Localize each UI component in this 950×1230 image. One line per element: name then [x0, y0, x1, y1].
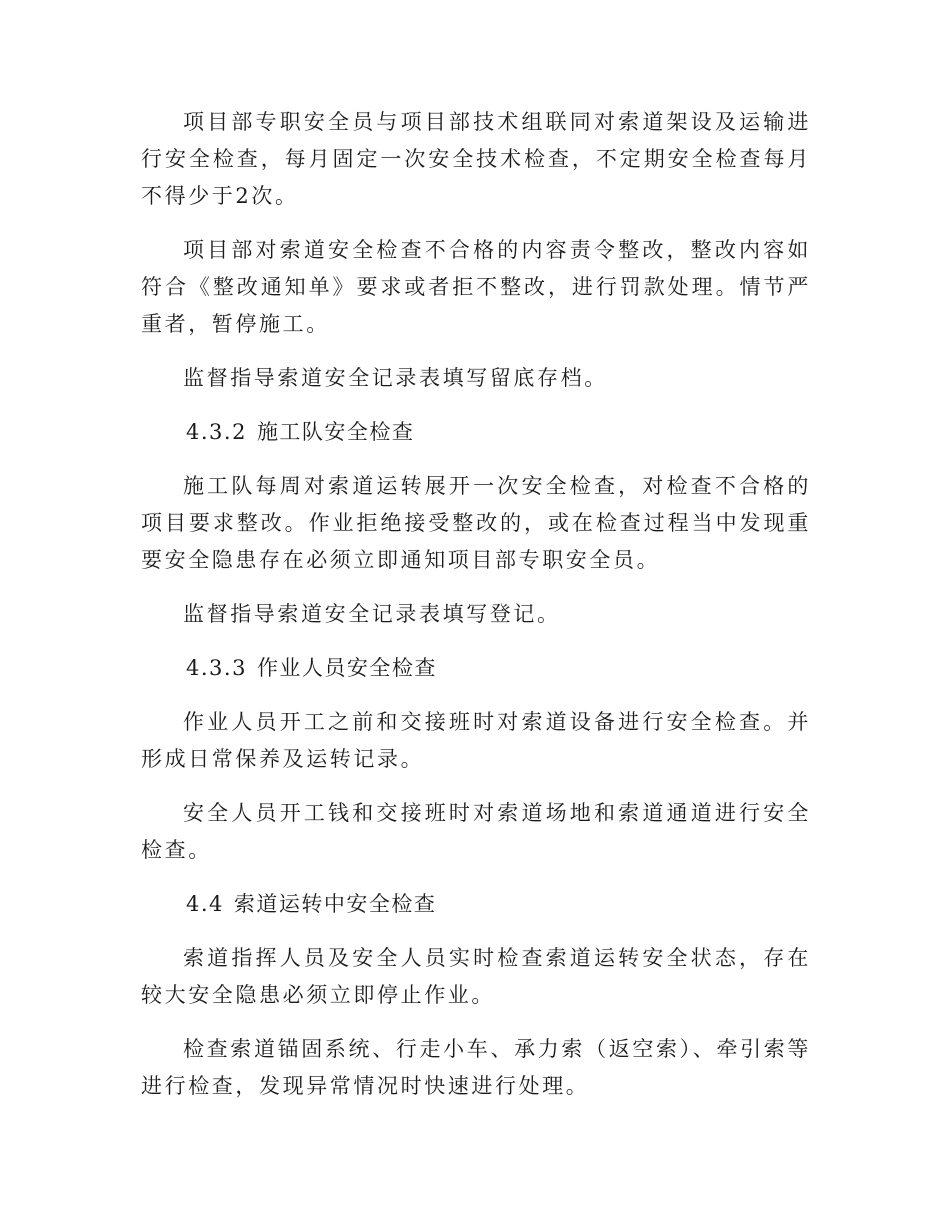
section-heading-4-3-2 — [141, 414, 811, 451]
paragraph-team-weekly-inspection: 施工队每周对索道运转展开一次安全检查，对检查不合格的项目要求整改。作业拒绝接受整改的，或在检查过程当中发现重要安全隐患存在必须立即通知项目部专职安全员。 — [141, 474, 811, 572]
section-title: 索道运转中安全检查 — [233, 892, 437, 916]
paragraph-site-inspection: 安全人员开工钱和交接班时对索道场地和索道通道进行安全检查。 — [141, 801, 811, 862]
section-title: 施工队安全检查 — [256, 420, 415, 444]
section-number: 4.3.2 — [186, 420, 247, 444]
section-number: 4.3.3 — [186, 656, 247, 680]
section-heading-4-4 — [141, 886, 811, 923]
paragraph-project-inspection: 项目部专职安全员与项目部技术组联同对索道架设及运输进行安全检查，每月固定一次安全技术检查，不定期安全检查每月不得少于2次。 — [141, 110, 811, 208]
section-number: 4.4 — [186, 892, 224, 916]
paragraph-rectification: 项目部对索道安全检查不合格的内容责令整改，整改内容如符合《整改通知单》要求或者拒不整改，进行罚款处理。情节严重者，暂停施工。 — [141, 238, 811, 336]
paragraph-worker-inspection: 作业人员开工之前和交接班时对索道设备进行安全检查。并形成日常保养及运转记录。 — [141, 710, 811, 771]
paragraph-system-inspection: 检查索道锚固系统、行走小车、承力索（返空索）、牵引索等进行检查，发现异常情况时快速进行处理。 — [141, 1037, 811, 1098]
paragraph-realtime-inspection: 索道指挥人员及安全人员实时检查索道运转安全状态，存在较大安全隐患必须立即停止作业。 — [141, 946, 811, 1007]
paragraph-record-archive: 监督指导索道安全记录表填写留底存档。 — [183, 366, 608, 390]
section-heading-4-3-3 — [141, 650, 811, 687]
paragraph-record-register: 监督指导索道安全记录表填写登记。 — [183, 602, 561, 626]
document-body — [141, 104, 811, 1122]
section-title: 作业人员安全检查 — [256, 656, 437, 680]
